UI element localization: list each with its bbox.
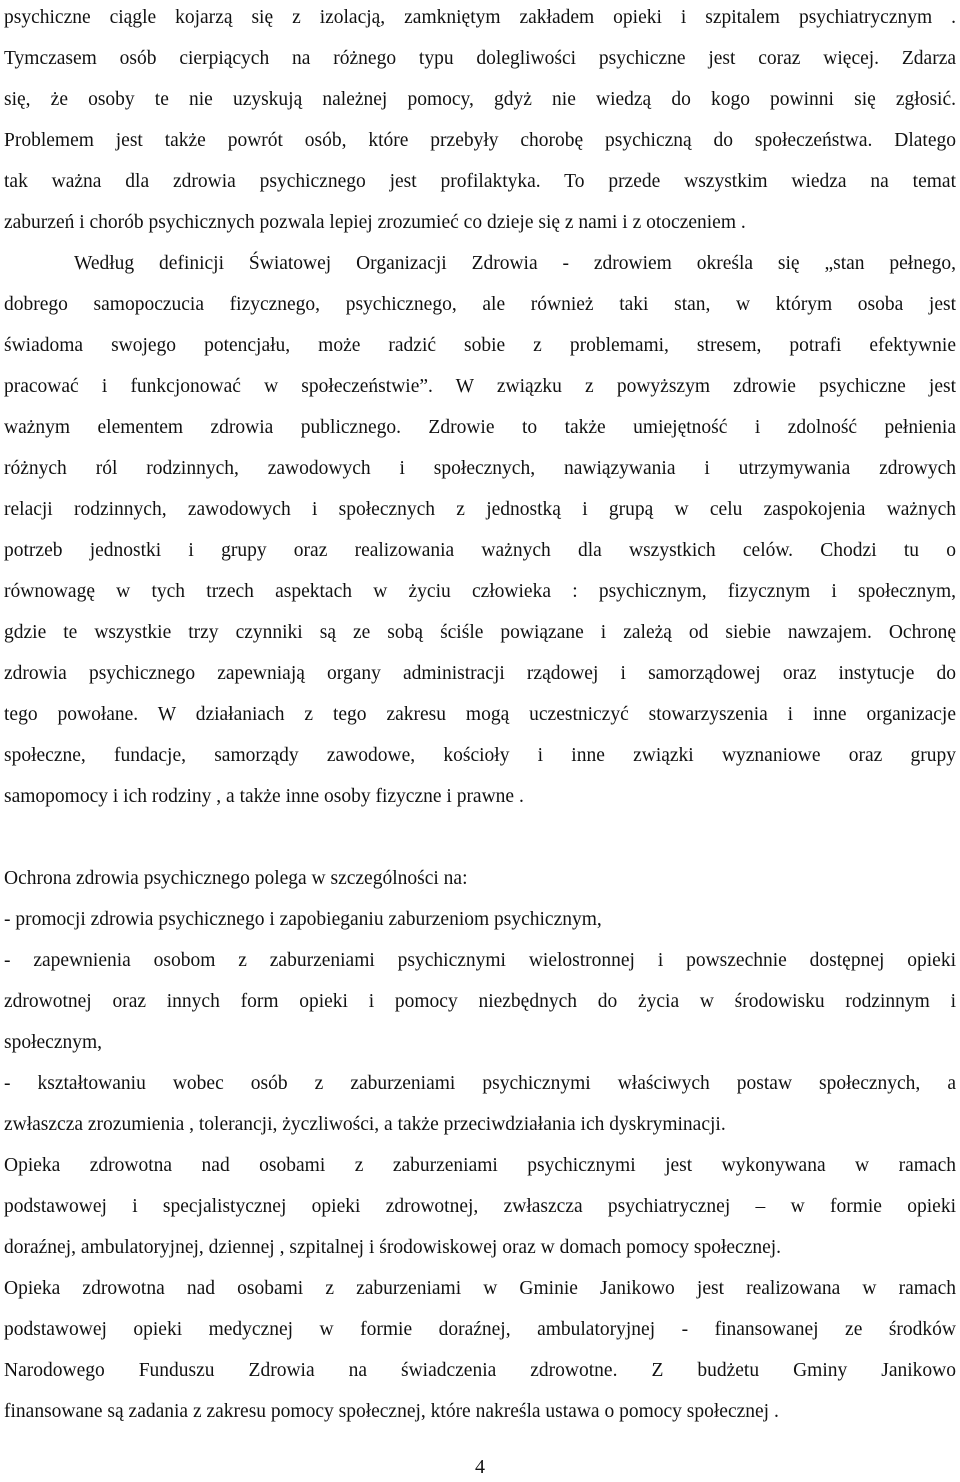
text-line: się, że osoby te nie uzyskują należnej pomocy, gdyż nie wiedzą do kogo powinni się zgłosić. xyxy=(4,89,956,110)
list-item: - zapewnienia osobom z zaburzeniami psychicznymi wielostronnej i powszechnie dostępnej opieki xyxy=(4,950,956,971)
text-line: dobrego samopoczucia fizycznego, psychicznego, ale również taki stan, w którym osoba jest xyxy=(4,294,956,315)
text-line: Opieka zdrowotna nad osobami z zaburzeniami psychicznymi jest wykonywana w ramach xyxy=(4,1155,956,1176)
text-line: zdrowotnej oraz innych form opieki i pomocy niezbędnych do życia w środowisku rodzinnym i xyxy=(4,991,956,1012)
text-line: Ochrona zdrowia psychicznego polega w szczególności na: xyxy=(4,868,468,889)
text-line: tego powołane. W działaniach z tego zakresu mogą uczestniczyć stowarzyszenia i inne organizacje xyxy=(4,704,956,725)
text-line: podstawowej opieki medycznej w formie doraźnej, ambulatoryjnej - finansowanej ze środków xyxy=(4,1319,956,1340)
text-line: Problemem jest także powrót osób, które przebyły chorobę psychiczną do społeczeństwa. Dlatego xyxy=(4,130,956,151)
text-line: świadoma swojego potencjału, może radzić sobie z problemami, stresem, potrafi efektywnie xyxy=(4,335,956,356)
text-line: finansowane są zadania z zakresu pomocy społecznej, które nakreśla ustawa o pomocy społecznej . xyxy=(4,1401,779,1422)
text-line: równowagę w tych trzech aspektach w życiu człowieka : psychicznym, fizycznym i społecznym, xyxy=(4,581,956,602)
text-line: różnych ról rodzinnych, zawodowych i społecznych, nawiązywania i utrzymywania zdrowych xyxy=(4,458,956,479)
text-line: podstawowej i specjalistycznej opieki zdrowotnej, zwłaszcza psychiatrycznej – w formie opieki xyxy=(4,1196,956,1217)
text-line: zdrowia psychicznego zapewniają organy administracji rządowej i samorządowej oraz instytucje do xyxy=(4,663,956,684)
text-line: relacji rodzinnych, zawodowych i społecznych z jednostką i grupą w celu zaspokojenia ważnych xyxy=(4,499,956,520)
text-line: Opieka zdrowotna nad osobami z zaburzeniami w Gminie Janikowo jest realizowana w ramach xyxy=(4,1278,956,1299)
text-line: Według definicji Światowej Organizacji Zdrowia - zdrowiem określa się „stan pełnego, xyxy=(74,253,956,274)
text-line: tak ważna dla zdrowia psychicznego jest profilaktyka. To przede wszystkim wiedza na temat xyxy=(4,171,956,192)
list-item: - kształtowaniu wobec osób z zaburzeniami psychicznymi właściwych postaw społecznych, a xyxy=(4,1073,956,1094)
text-line: pracować i funkcjonować w społeczeństwie”. W związku z powyższym zdrowie psychiczne jest xyxy=(4,376,956,397)
text-line: ważnym elementem zdrowia publicznego. Zdrowie to także umiejętność i zdolność pełnienia xyxy=(4,417,956,438)
text-line: Tymczasem osób cierpiących na różnego typu dolegliwości psychiczne jest coraz więcej. Zdarza xyxy=(4,48,956,69)
text-line: psychiczne ciągle kojarzą się z izolacją, zamkniętym zakładem opieki i szpitalem psychiatrycznym . xyxy=(4,7,956,28)
text-line: potrzeb jednostki i grupy oraz realizowania ważnych dla wszystkich celów. Chodzi tu o xyxy=(4,540,956,561)
page-number: 4 xyxy=(475,1456,485,1478)
text-line: społecznym, xyxy=(4,1032,103,1053)
text-line: zaburzeń i chorób psychicznych pozwala lepiej zrozumieć co dzieje się z nami i z otoczeniem . xyxy=(4,212,746,233)
text-line: samopomocy i ich rodziny , a także inne osoby fizyczne i prawne . xyxy=(4,786,524,807)
text-line: Narodowego Funduszu Zdrowia na świadczenia zdrowotne. Z budżetu Gminy Janikowo xyxy=(4,1360,956,1381)
text-line: społeczne, fundacje, samorządy zawodowe, kościoły i inne związki wyznaniowe oraz grupy xyxy=(4,745,956,766)
text-line: zwłaszcza zrozumienia , tolerancji, życzliwości, a także przeciwdziałania ich dyskryminacji. xyxy=(4,1114,726,1135)
text-line: doraźnej, ambulatoryjnej, dziennej , szpitalnej i środowiskowej oraz w domach pomocy społecznej. xyxy=(4,1237,782,1258)
list-item: - promocji zdrowia psychicznego i zapobieganiu zaburzeniom psychicznym, xyxy=(4,909,602,930)
text-line: gdzie te wszystkie trzy czynniki są ze sobą ściśle powiązane i zależą od siebie nawzajem. Ochronę xyxy=(4,622,956,643)
